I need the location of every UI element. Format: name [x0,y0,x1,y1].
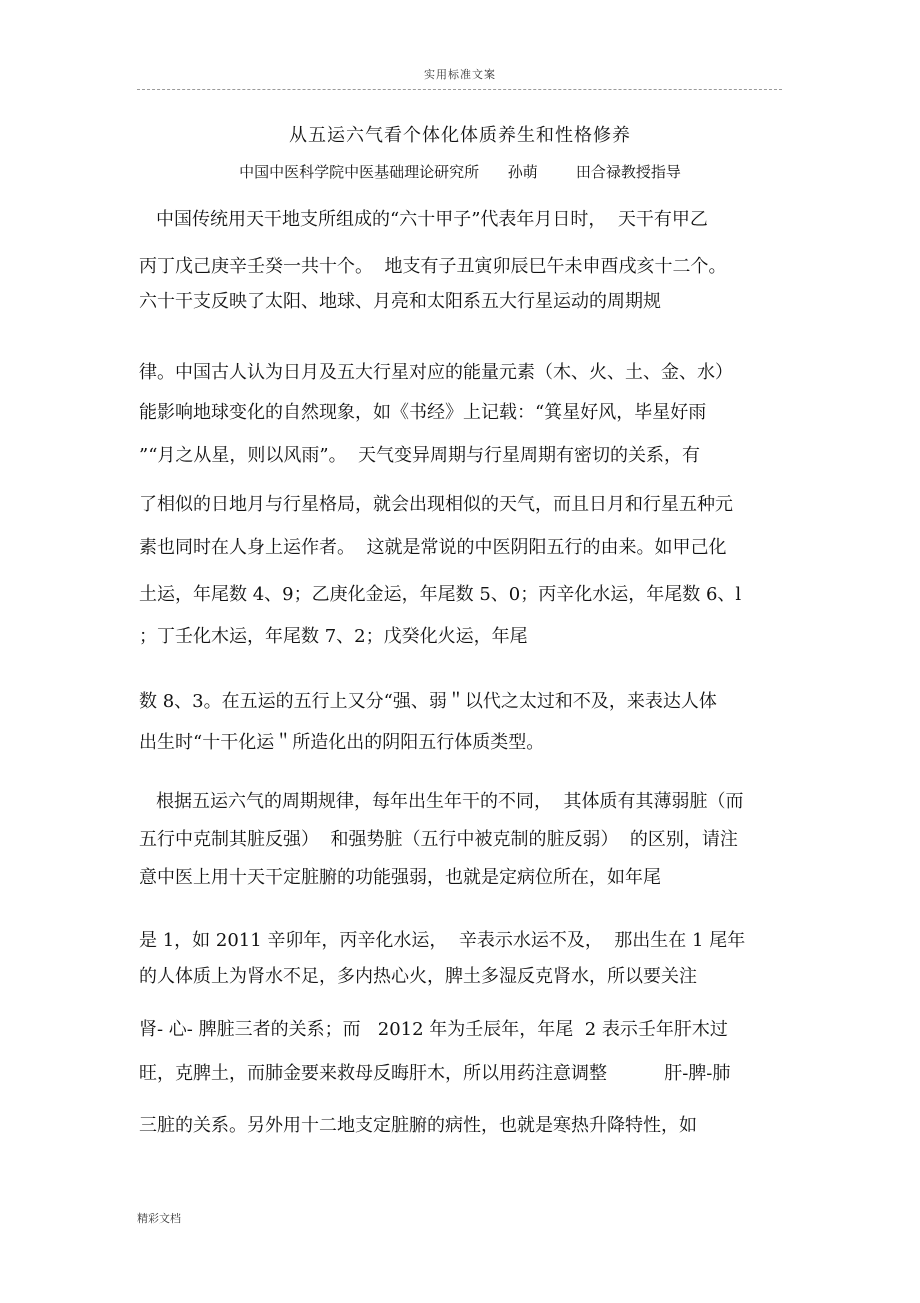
paragraph-line: 意中医上用十天干定脏腑的功能强弱，也就是定病位所在，如年尾 [139,867,661,888]
paragraph-line: 了相似的日地月与行星格局，就会出现相似的天气，而且日月和行星五种元 [139,494,733,515]
paragraph-line: 律。中国古人认为日月及五大行星对应的能量元素（木、火、土、金、水） [139,362,733,383]
paragraph-line: 能影响地球变化的自然现象，如《书经》上记载：“箕星好风，毕星好雨 [139,402,707,423]
paragraph-line: 的人体质上为肾水不足，多内热心火，脾土多湿反克肾水，所以要关注 [139,966,697,987]
paragraph-line: 土运，年尾数 4、9；乙庚化金运，年尾数 5、0；丙辛化水运，年尾数 6、l [139,584,742,605]
paragraph-line: 丙丁戊己庚辛壬癸一共十个。 地支有子丑寅卯辰巳午未申酉戌亥十二个。 [139,256,727,277]
paragraph-line: 五行中克制其脏反强） 和强势脏（五行中被克制的脏反弱） 的区别，请注 [139,829,738,850]
paragraph-line: 六十干支反映了太阳、地球、月亮和太阳系五大行星运动的周期规 [139,291,661,312]
paragraph-line: 旺，克脾土，而肺金要来救母反晦肝木，所以用药注意调整 肝-脾-肺 [139,1063,731,1084]
paragraph-line: 数 8、3。在五运的五行上又分“强、弱＂以代之太过和不及，来表达人体 [139,691,717,712]
page-footer-label: 精彩文档 [137,1212,181,1225]
document-byline: 中国中医科学院中医基础理论研究所 孙萌 田合禄教授指导 [239,163,681,181]
paragraph-line: 肾- 心- 脾脏三者的关系；而 2012 年为壬辰年，年尾 2 表示壬年肝木过 [139,1019,728,1040]
paragraph-line: 三脏的关系。另外用十二地支定脏腑的病性，也就是寒热升降特性，如 [139,1115,697,1136]
paragraph-line: 是 1，如 2011 辛卯年，丙辛化水运， 辛表示水运不及， 那出生在 1 尾年 [139,930,746,951]
document-title: 从五运六气看个体化体质养生和性格修养 [289,125,631,146]
paragraph-line: 出生时“十干化运＂所造化出的阴阳五行体质类型。 [139,732,545,753]
page-header-label: 实用标准文案 [424,68,496,81]
paragraph-line: 素也同时在人身上运作者。 这就是常说的中医阴阳五行的由来。如甲己化 [139,537,727,558]
header-divider [137,89,782,90]
paragraph-line: 中国传统用天干地支所组成的“六十甲子”代表年月日时， 天干有甲乙 [156,209,708,230]
paragraph-line: ”“月之从星，则以风雨”。 天气变异周期与行星周期有密切的关系，有 [139,445,701,466]
paragraph-line: 根据五运六气的周期规律，每年出生年干的不同， 其体质有其薄弱脏（而 [156,791,744,812]
paragraph-line: ；丁壬化木运，年尾数 7、2；戊癸化火运，年尾 [139,626,528,647]
